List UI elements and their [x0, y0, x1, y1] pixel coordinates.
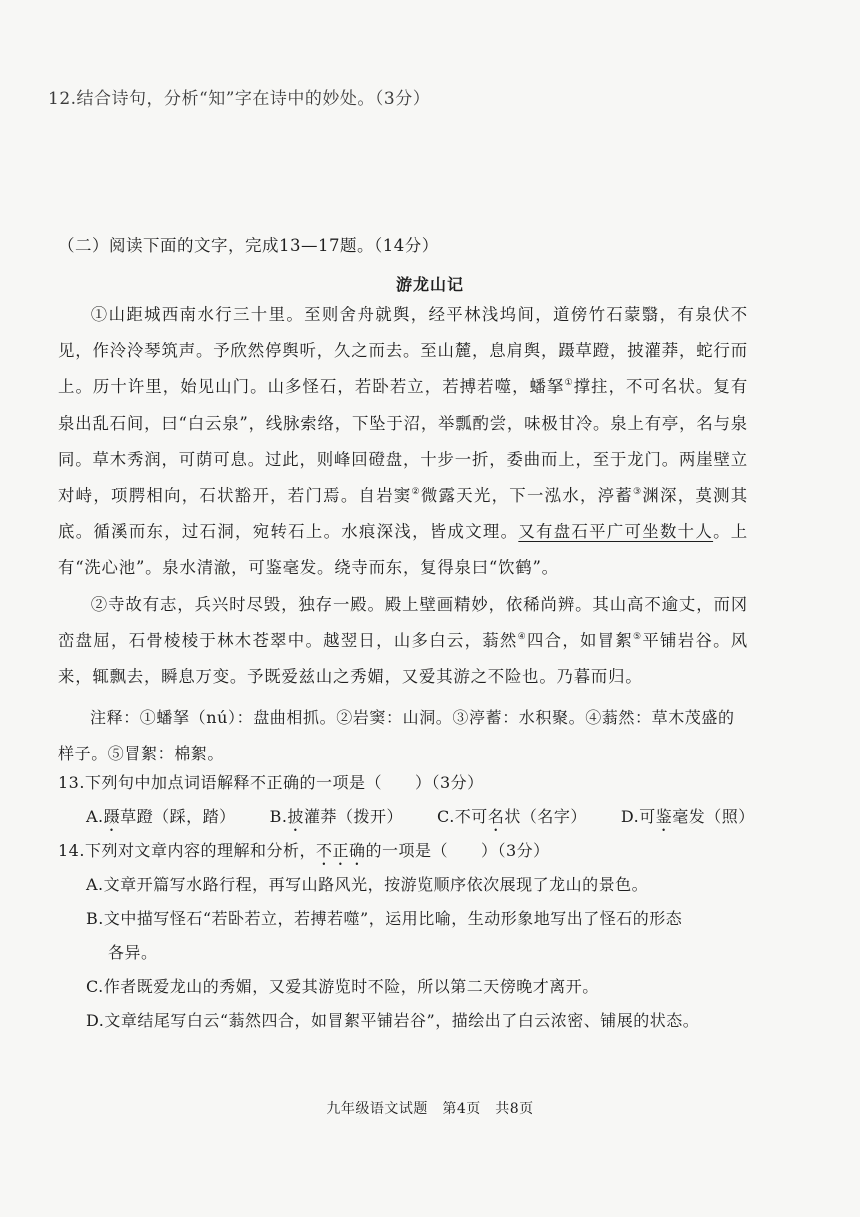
page-footer: 九年级语文试题 第4页 共8页	[326, 1101, 534, 1117]
footnote-marker: ⑤	[633, 631, 643, 642]
stem-text: 14.下列对文章内容的理解和分析，	[58, 841, 316, 860]
question-14-stem	[58, 834, 758, 868]
dotted-word: 披	[287, 807, 305, 826]
questions	[58, 766, 758, 1038]
passage-title: 游龙山记	[395, 275, 464, 294]
option-a	[86, 800, 236, 834]
para1-text-b: 撑拄，不可名状。复有泉出乱石间，曰“白云泉”，线脉索络，下坠于沼，举瓢酌尝，味极甘冷。泉上有亭，名与泉同。草木秀润，可荫可息。过此，则峰回磴盘，十步一折，委曲而上，至于龙门。两崖壁立对峙，项腭相向，石状豁开，若门焉。自岩窦	[58, 377, 749, 506]
question-14-option-c: C.作者既爱龙山的秀媚，又爱其游览时不险，所以第二天傍晚才离开。	[86, 977, 599, 996]
dotted-word: 不正确	[315, 841, 366, 860]
para1-text-c: 微露天光，下一泓水，渟蓄	[420, 486, 634, 506]
stem-text: 的一项是（ ）（3分）	[365, 841, 550, 860]
question-13-stem: 13.下列句中加点词语解释不正确的一项是（ ）（3分）	[58, 773, 484, 792]
question-14-option-b: B.文中描写怪石“若卧若立，若搏若噬”，运用比喻，生动形象地写出了怪石的形态	[86, 909, 683, 928]
section-heading: （二）阅读下面的文字，完成13—17题。（14分）	[58, 236, 439, 255]
option-suffix: 草蹬（踩，踏）	[120, 807, 236, 826]
footnote-marker: ②	[411, 487, 421, 498]
para1-text-e: 。上有“洗心池”。泉水清澈，可鉴毫发。绕寺而东，复得泉曰“饮鹤”。	[58, 522, 748, 578]
footnote-marker: ③	[633, 487, 643, 498]
option-c	[437, 800, 587, 834]
footnote-marker: ①	[564, 378, 574, 389]
question-14-option-d: D.文章结尾写白云“蓊然四合，如冒絮平铺岩谷”，描绘出了白云浓密、铺展的状态。	[86, 1011, 700, 1030]
option-suffix: 状（名字）	[504, 807, 587, 826]
question-12: 12.结合诗句，分析“知”字在诗中的妙处。（3分）	[48, 89, 431, 109]
para2-text-b: 四合，如冒絮	[526, 630, 634, 650]
option-suffix: 灌莽（拨开）	[304, 807, 404, 826]
option-b	[270, 800, 403, 834]
annotations	[58, 700, 748, 772]
underlined-sentence: 又有盘石平广可坐数十人	[518, 522, 714, 542]
paragraph-1	[58, 297, 748, 587]
annotation-text: 注释：①蟠拏（nú）：盘曲相抓。②岩窦：山洞。③渟蓄：水积聚。④蓊然：草木茂盛的样子。⑤冒絮：棉絮。	[58, 708, 735, 763]
question-14-option-b-continued: 各异。	[108, 943, 158, 962]
option-suffix: 毫发（照）	[672, 807, 755, 826]
question-13-options	[58, 800, 758, 834]
footnote-marker: ④	[517, 631, 527, 642]
para2-text-a: ②寺故有志，兵兴时尽毁，独存一殿。殿上壁画精妙，依稀尚辨。其山高不逾丈，而冈峦盘屈，石骨棱棱于林木苍翠中。越翌日，山多白云，蓊然	[58, 594, 748, 650]
option-d	[621, 800, 755, 834]
option-prefix: C.不可	[437, 807, 488, 826]
paragraph-2	[58, 587, 748, 696]
option-prefix: B.	[269, 807, 288, 826]
question-14-option-a: A.文章开篇写水路行程，再写山路风光，按游览顺序依次展现了龙山的景色。	[86, 875, 649, 894]
dotted-word: 鉴	[655, 807, 673, 826]
passage	[58, 297, 748, 695]
option-prefix: A.	[86, 807, 104, 826]
dotted-word: 蹑	[103, 807, 121, 826]
dotted-word: 名	[487, 807, 505, 826]
para1-text-a: ①山距城西南水行三十里。至则舍舟就舆，经平林浅坞间，道傍竹石蒙翳，有泉伏不见，作泠泠琴筑声。予欣然停舆听，久之而去。至山麓，息肩舆，蹑草蹬，披灌莽，蛇行而上。历十许里，始见山门。山多怪石，若卧若立，若搏若噬，蟠拏	[58, 305, 748, 397]
para1-text-d: 渊深，莫测其底。循溪而东，过石洞，宛转石上。水痕深浅，皆成文理。	[58, 486, 748, 542]
option-prefix: D.可	[620, 807, 656, 826]
para2-text-c: 平铺岩谷。风来，辄飘去，瞬息万变。予既爱兹山之秀媚，又爱其游之不险也。乃暮而归。	[58, 630, 748, 687]
